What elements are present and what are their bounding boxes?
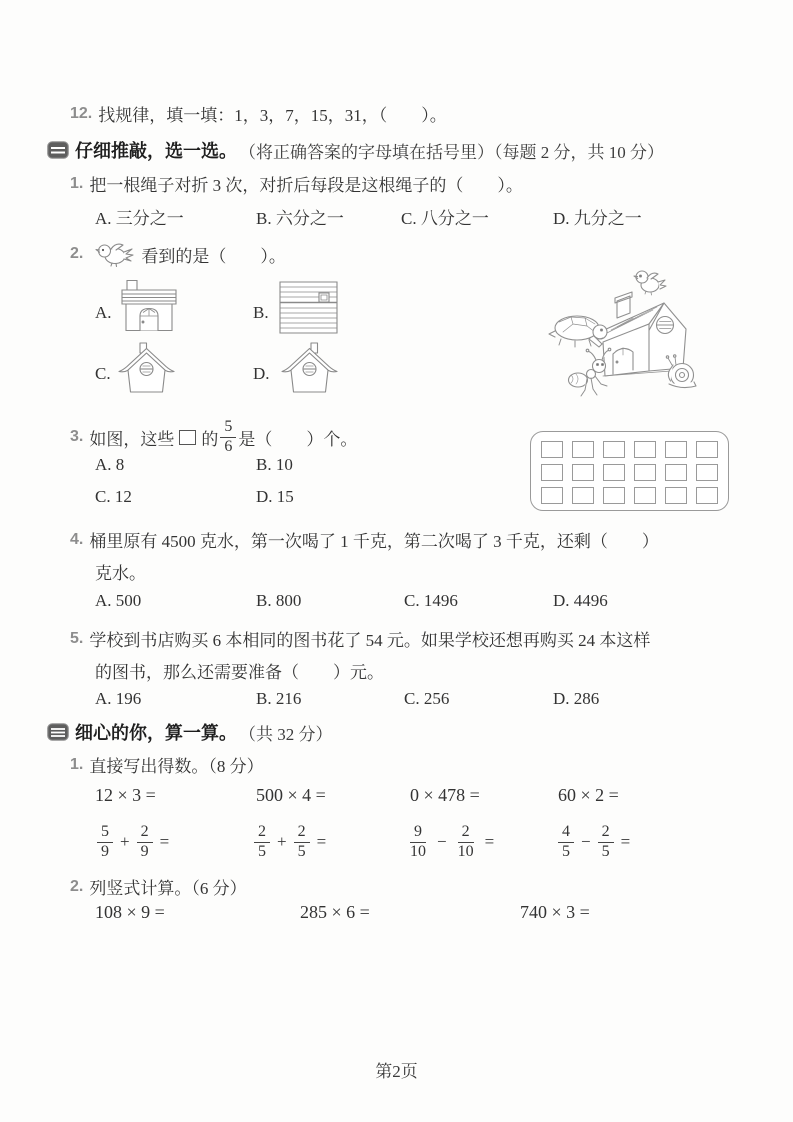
- q3-option-c: C. 12: [95, 487, 132, 506]
- calc-item: 60 × 2 =: [558, 785, 619, 805]
- q5-option-a: A. 196: [95, 689, 142, 708]
- grid-square: [603, 464, 625, 481]
- calc-item: 285 × 6 =: [300, 902, 370, 922]
- grid-square: [634, 487, 656, 504]
- operator: +: [277, 832, 287, 851]
- question-text-line1: 桶里原有 4500 克水，第一次喝了 1 千克，第二次喝了 3 千克，还剩（ ）: [89, 532, 659, 551]
- question-5: [70, 626, 650, 651]
- calc-item: 500 × 4 =: [256, 785, 326, 805]
- calc-item: 740 × 3 =: [520, 902, 590, 922]
- question-4-line2: 克水。: [95, 564, 146, 583]
- question-number: 3.: [70, 428, 84, 445]
- q1-option-a: A. 三分之一: [95, 209, 184, 228]
- fraction-expression-3: $\frac{9}{10}$ − $\frac{2}{10}$ =: [410, 822, 495, 860]
- question-text: 如图，这些: [89, 429, 175, 449]
- question-number: 1.: [70, 755, 84, 773]
- q3-option-d: D. 15: [256, 487, 294, 506]
- question-12: [70, 101, 447, 126]
- square-symbol: [179, 430, 196, 445]
- grid-square: [541, 464, 563, 481]
- question-text: 直接写出得数。（8 分）: [89, 757, 264, 776]
- grid-square: [634, 441, 656, 458]
- section-title: 细心的你，算一算。: [75, 723, 237, 743]
- grid-square: [603, 441, 625, 458]
- q2-option-b-letter: B.: [253, 303, 269, 322]
- calc-item: 0 × 478 =: [410, 785, 480, 805]
- question-number: 2.: [70, 245, 84, 262]
- q2-option-a-letter: A.: [95, 303, 112, 322]
- question-text: 把一根绳子对折 3 次，对折后每段是这根绳子的（ ）。: [89, 176, 523, 195]
- grid-square: [665, 441, 687, 458]
- question-text: 是（ ）个。: [238, 429, 358, 449]
- bird-icon: [95, 240, 135, 268]
- grid-square: [572, 487, 594, 504]
- section-1-header: [47, 137, 664, 163]
- section-note: （将正确答案的字母填在括号里）（每题 2 分，共 10 分）: [239, 142, 664, 162]
- q5-option-c: C. 256: [404, 689, 450, 708]
- q3-option-b: B. 10: [256, 455, 293, 474]
- question-number: 1.: [70, 174, 84, 192]
- question-text: 看到的是（ ）。: [141, 246, 286, 266]
- question-text-line1: 学校到书店购买 6 本相同的图书花了 54 元。如果学校还想再购买 24 本这样: [89, 631, 651, 650]
- grid-square: [696, 464, 718, 481]
- fraction-expression-1: $\frac{5}{9}$ + $\frac{2}{9}$ =: [95, 820, 169, 864]
- house-back-view-chimney-right-image: [281, 342, 338, 393]
- section-title: 仔细推敲，选一选。: [75, 141, 237, 161]
- question-4: [70, 527, 659, 552]
- grid-square: [634, 464, 656, 481]
- equals-sign: =: [620, 832, 631, 851]
- grid-square: [541, 487, 563, 504]
- grid-square: [541, 441, 563, 458]
- house-top-view-image: [279, 281, 338, 334]
- fraction-expression-4: $\frac{4}{5}$ − $\frac{2}{5}$ =: [556, 820, 630, 864]
- page-number: 第2页: [375, 1062, 418, 1081]
- question-number: 4.: [70, 530, 84, 548]
- section-2-header: [47, 719, 333, 745]
- house-back-view-chimney-left-image: [118, 342, 175, 393]
- q5-option-b: B. 216: [256, 689, 302, 708]
- operator: +: [120, 832, 130, 851]
- question-number: 5.: [70, 629, 84, 647]
- section-badge-icon: [47, 723, 69, 741]
- grid-square: [696, 487, 718, 504]
- section-note: （共 32 分）: [239, 724, 333, 744]
- q1-option-c: C. 八分之一: [401, 209, 489, 228]
- grid-square: [696, 441, 718, 458]
- grid-square: [572, 441, 594, 458]
- question-5-line2: 的图书，那么还需要准备（ ）元。: [95, 663, 384, 682]
- q3-option-a: A. 8: [95, 455, 125, 474]
- calc-item: 12 × 3 =: [95, 785, 156, 805]
- operator: −: [437, 832, 447, 851]
- q4-option-b: B. 800: [256, 591, 302, 610]
- question-1: [70, 171, 523, 196]
- calc-sub1-title: [70, 752, 264, 777]
- house-scene-illustration: [545, 258, 775, 408]
- grid-square: [572, 464, 594, 481]
- q1-option-d: D. 九分之一: [553, 209, 642, 228]
- question-2: [70, 240, 286, 268]
- squares-grid: [530, 431, 729, 511]
- q2-option-c-letter: C.: [95, 364, 111, 383]
- q4-option-d: D. 4496: [553, 591, 608, 610]
- calc-sub2-title: [70, 874, 247, 899]
- question-text: 的: [201, 429, 219, 449]
- grid-square: [665, 464, 687, 481]
- operator: −: [581, 832, 591, 851]
- grid-square: [665, 487, 687, 504]
- equals-sign: =: [316, 832, 327, 851]
- house-front-view-image: [120, 279, 178, 332]
- q1-option-b: B. 六分之一: [256, 209, 344, 228]
- q2-option-d-letter: D.: [253, 364, 270, 383]
- calc-item: 108 × 9 =: [95, 902, 165, 922]
- grid-square: [603, 487, 625, 504]
- section-badge-icon: [47, 141, 69, 159]
- q4-option-a: A. 500: [95, 591, 142, 610]
- question-number: 2.: [70, 877, 84, 895]
- equals-sign: =: [484, 832, 495, 851]
- equals-sign: =: [159, 832, 170, 851]
- question-number: 12.: [70, 104, 93, 122]
- question-text: 列竖式计算。（6 分）: [89, 879, 247, 898]
- fraction-expression-2: $\frac{2}{5}$ + $\frac{2}{5}$ =: [252, 820, 326, 864]
- q4-option-c: C. 1496: [404, 591, 458, 610]
- q5-option-d: D. 286: [553, 689, 600, 708]
- question-3: [70, 419, 357, 455]
- fraction-five-sixths: $\frac{5}{6}$: [220, 419, 236, 456]
- question-text: 找规律，填一填：1，3，7，15，31，（ ）。: [98, 106, 447, 125]
